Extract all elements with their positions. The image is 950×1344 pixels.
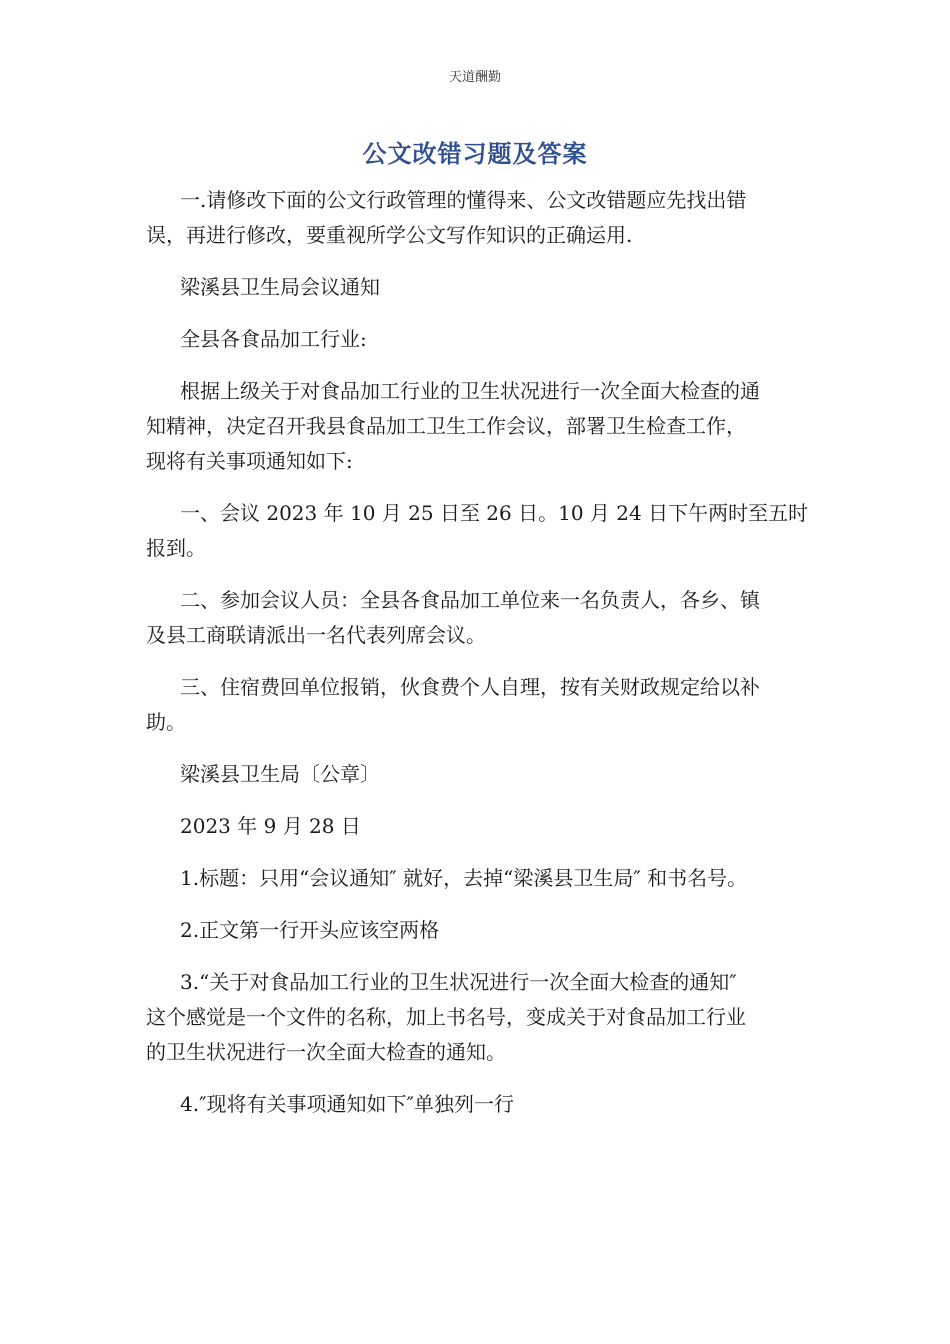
paragraph-line: 报到。 bbox=[146, 536, 206, 560]
paragraph-line: 梁溪县卫生局〔公章〕 bbox=[180, 762, 380, 786]
document-body bbox=[146, 183, 826, 1139]
paragraph-item-one bbox=[146, 496, 826, 566]
paragraph-line: 2023 年 9 月 28 日 bbox=[180, 814, 361, 838]
paragraph-line: 1.标题：只用“会议通知″ 就好，去掉“梁溪县卫生局″ 和书名号。 bbox=[180, 866, 748, 890]
paragraph-item-two bbox=[146, 583, 826, 653]
paragraph-line: 一.请修改下面的公文行政管理的懂得来、公文改错题应先找出错 bbox=[180, 188, 747, 212]
paragraph-line: 根据上级关于对食品加工行业的卫生状况进行一次全面大检查的通 bbox=[180, 379, 760, 403]
paragraph-line: 梁溪县卫生局会议通知 bbox=[180, 275, 380, 299]
paragraph-line: 误，再进行修改，要重视所学公文写作知识的正确运用. bbox=[146, 223, 633, 247]
paragraph-notice-title bbox=[146, 270, 826, 305]
paragraph-line: 三、住宿费回单位报销，伙食费个人自理，按有关财政规定给以补 bbox=[180, 675, 760, 699]
paragraph-line: 一、会议 2023 年 10 月 25 日至 26 日。10 月 24 日下午两时至五时 bbox=[180, 501, 809, 525]
paragraph-signature bbox=[146, 757, 826, 792]
paragraph-line: 4.″现将有关事项通知如下″单独列一行 bbox=[180, 1092, 515, 1116]
paragraph-line: 助。 bbox=[146, 710, 186, 734]
document-title: 公文改错习题及答案 bbox=[362, 140, 588, 168]
answer-item-3 bbox=[146, 965, 826, 1070]
paragraph-line: 及县工商联请派出一名代表列席会议。 bbox=[146, 623, 486, 647]
paragraph-line: 的卫生状况进行一次全面大检查的通知。 bbox=[146, 1040, 506, 1064]
paragraph-recipient bbox=[146, 322, 826, 357]
paragraph-line: 二、参加会议人员：全县各食品加工单位来一名负责人，各乡、镇 bbox=[180, 588, 760, 612]
paragraph-line: 这个感觉是一个文件的名称，加上书名号，变成关于对食品加工行业 bbox=[146, 1005, 746, 1029]
answer-item-4 bbox=[146, 1087, 826, 1122]
paragraph-item-three bbox=[146, 670, 826, 740]
paragraph-instruction bbox=[146, 183, 826, 253]
paragraph-line: 3.“关于对食品加工行业的卫生状况进行一次全面大检查的通知″ bbox=[180, 970, 737, 994]
answer-item-1 bbox=[146, 861, 826, 896]
paragraph-line: 知精神，决定召开我县食品加工卫生工作会议，部署卫生检查工作， bbox=[146, 414, 746, 438]
page-header: 天道酬勤 bbox=[448, 70, 501, 85]
paragraph-body-intro bbox=[146, 374, 826, 479]
answer-item-2 bbox=[146, 913, 826, 948]
paragraph-line: 2.正文第一行开头应该空两格 bbox=[180, 918, 440, 942]
paragraph-line: 现将有关事项通知如下: bbox=[146, 449, 353, 473]
paragraph-date bbox=[146, 809, 826, 844]
paragraph-line: 全县各食品加工行业: bbox=[180, 327, 367, 351]
